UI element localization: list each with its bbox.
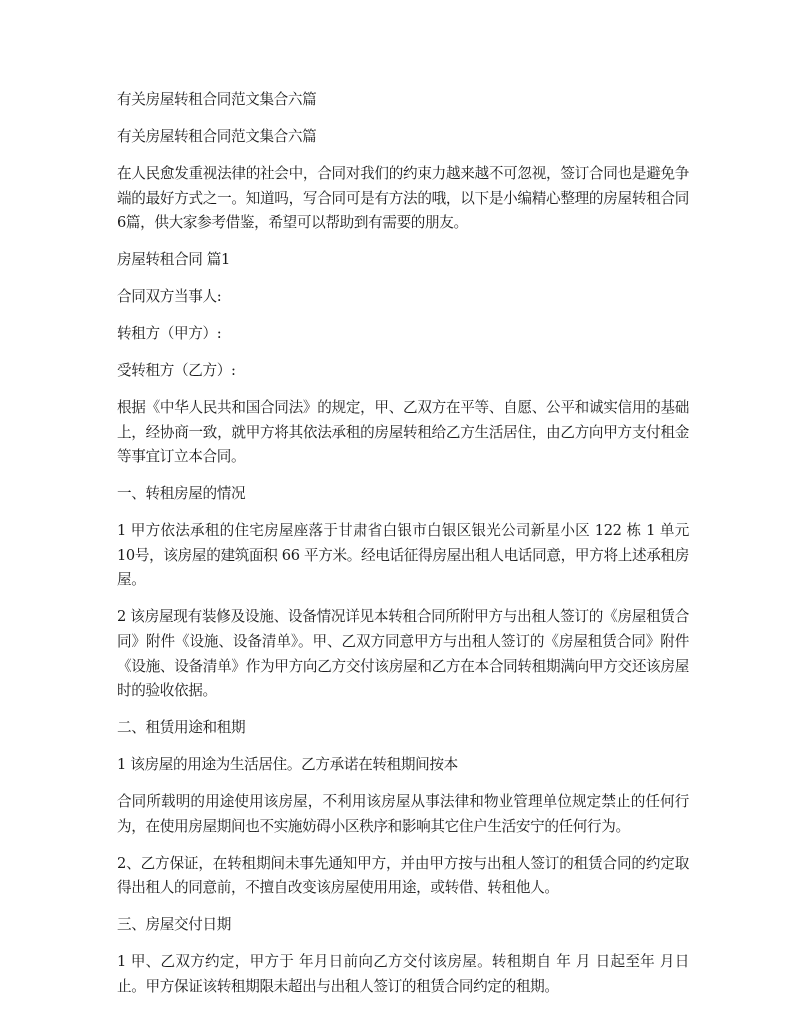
article1-item1: 1 甲方依法承租的住宅房屋座落于甘肃省白银市白银区银光公司新星小区 122 栋 1 单元 10号，该房屋的建筑面积 66 平方米。经电话征得房屋出租人电话同意，甲方将上述承租房屋。 [117,522,689,589]
intro-paragraph: 在人民愈发重视法律的社会中，合同对我们的约束力越来越不可忽视，签订合同也是避免争端的最好方式之一。知道吗，写合同可是有方法的哦，以下是小编精心整理的房屋转租合同6篇，供大家参考借鉴，希望可以帮助到有需要的朋友。 [117,164,689,232]
section-heading: 房屋转租合同 篇1 [117,251,230,269]
party-b-line: 受转租方（乙方）: [117,362,236,380]
document-page [117,88,689,1012]
parties-label: 合同双方当事人: [117,288,222,306]
article2-item1: 1 该房屋的用途为生活居住。乙方承诺在转租期间按本 [117,756,458,774]
article2-item1-continued: 合同所载明的用途使用该房屋，不利用该房屋从事法律和物业管理单位规定禁止的任何行为，在使用房屋期间也不实施妨碍小区秩序和影响其它住户生活安宁的任何行为。 [117,793,689,835]
document-title: 有关房屋转租合同范文集合六篇 [117,91,317,108]
article2-item2: 2、乙方保证，在转租期间未事先通知甲方，并由甲方按与出租人签订的租赁合同的约定取得出租人的同意前，不擅自改变该房屋使用用途，或转借、转租他人。 [117,854,689,897]
document-subtitle: 有关房屋转租合同范文集合六篇 [117,127,317,145]
article3-item1: 1 甲、乙双方约定，甲方于 年月日前向乙方交付该房屋。转租期自 年 月 日起至年 月日止。甲方保证该转租期限未超出与出租人签订的租赁合同约定的租期。 [117,953,689,995]
party-a-line: 转租方（甲方）: [117,325,222,343]
article2-heading: 二、租赁用途和租期 [117,719,246,737]
article1-heading: 一、转租房屋的情况 [117,485,246,503]
article3-heading: 三、房屋交付日期 [117,916,231,934]
article1-item2: 2 该房屋现有装修及设施、设备情况详见本转租合同所附甲方与出租人签订的《房屋租赁合同》附件《设施、设备清单》。甲、乙双方同意甲方与出租人签订的《房屋租赁合同》附件《设施、设备清单》作为甲方向乙方交付该房屋和乙方在本合同转租期满向甲方交还该房屋时的验收依据。 [117,608,689,700]
preamble-paragraph: 根据《中华人民共和国合同法》的规定，甲、乙双方在平等、自愿、公平和诚实信用的基础上，经协商一致，就甲方将其依法承租的房屋转租给乙方生活居住，由乙方向甲方支付租金等事宜订立本合同。 [117,399,689,466]
